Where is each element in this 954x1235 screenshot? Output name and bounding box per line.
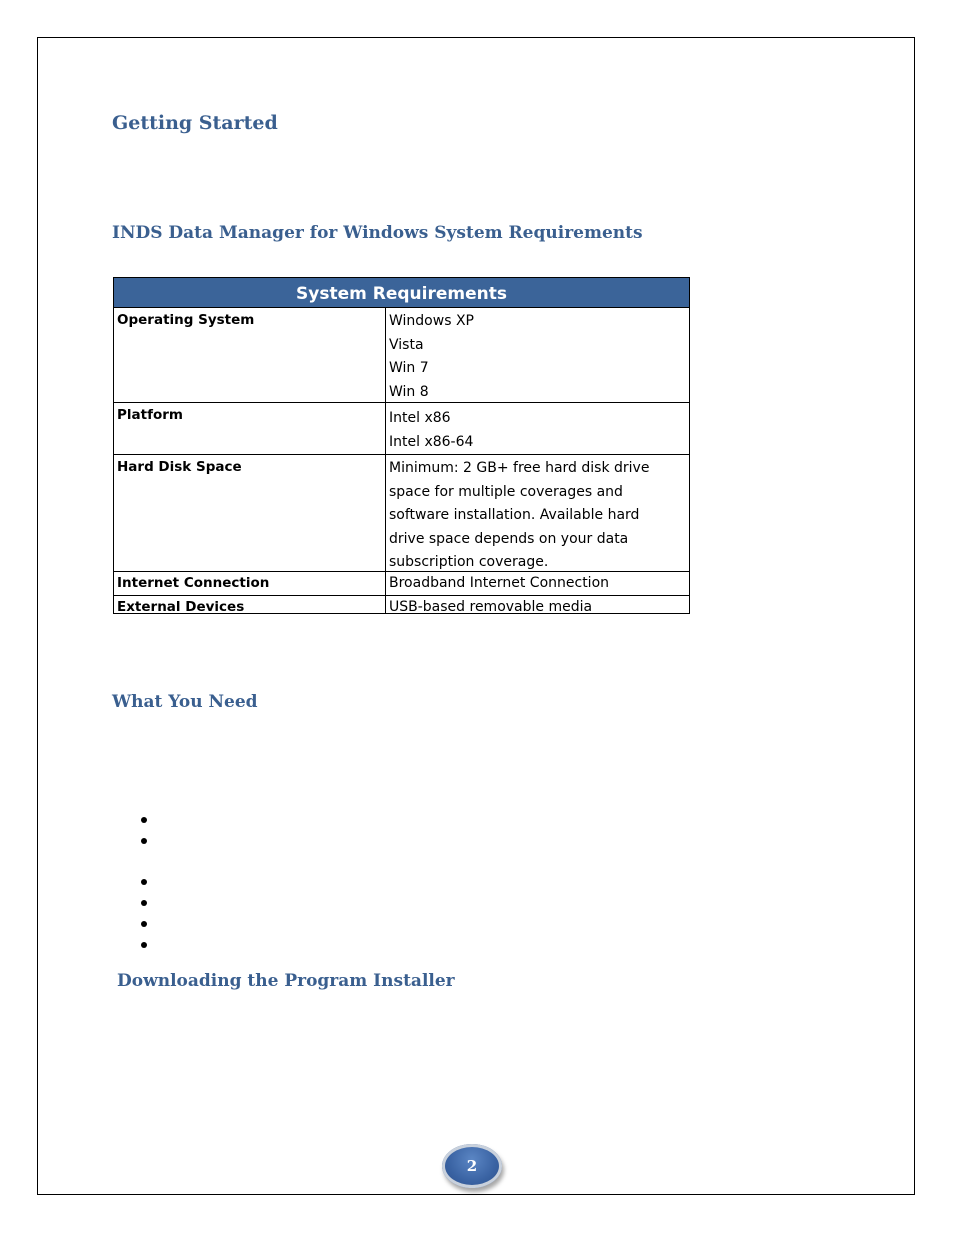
row-value [386,572,689,595]
table-row-external-devices [114,596,689,614]
table-title: System Requirements [114,278,689,308]
value-line: drive space depends on your data [389,530,629,547]
row-value [386,403,689,454]
page-number-badge: 2 [442,1144,502,1188]
table-row-platform [114,403,689,455]
row-label: Hard Disk Space [114,455,386,571]
heading-what-you-need: What You Need [112,692,258,712]
row-label: External Devices [114,596,386,614]
value-line: Intel x86-64 [389,433,474,450]
heading-downloading-installer: Downloading the Program Installer [117,971,455,991]
system-requirements-table [113,277,690,614]
heading-getting-started: Getting Started [112,112,278,134]
bullet-point [139,815,149,825]
bullet-point [139,919,149,929]
row-value [386,596,689,614]
bullet-point [139,836,149,846]
value-line: Minimum: 2 GB+ free hard disk drive [389,460,650,476]
value-line: Vista [389,336,424,353]
value-line: software installation. Available hard [389,507,640,523]
value-line: USB-based removable media [389,599,593,614]
bullet-point [139,940,149,950]
table-row-internet-connection [114,572,689,596]
bullet-point [139,898,149,908]
row-value [386,455,689,571]
table-row-hard-disk-space [114,455,689,572]
value-line: space for multiple coverages and [389,483,623,500]
value-line: Intel x86 [389,410,451,426]
value-line: Win 8 [389,383,429,400]
value-line: Broadband Internet Connection [389,575,610,591]
row-label: Platform [114,403,386,454]
table-row-operating-system [114,308,689,403]
page-border [37,37,915,1195]
value-line: Windows XP [389,313,474,329]
bullet-point [139,877,149,887]
value-line: subscription coverage. [389,554,549,570]
value-line: Win 7 [389,360,429,376]
heading-system-requirements: INDS Data Manager for Windows System Requirements [112,223,643,243]
row-label: Operating System [114,308,386,402]
row-label: Internet Connection [114,572,386,595]
row-value [386,308,689,402]
